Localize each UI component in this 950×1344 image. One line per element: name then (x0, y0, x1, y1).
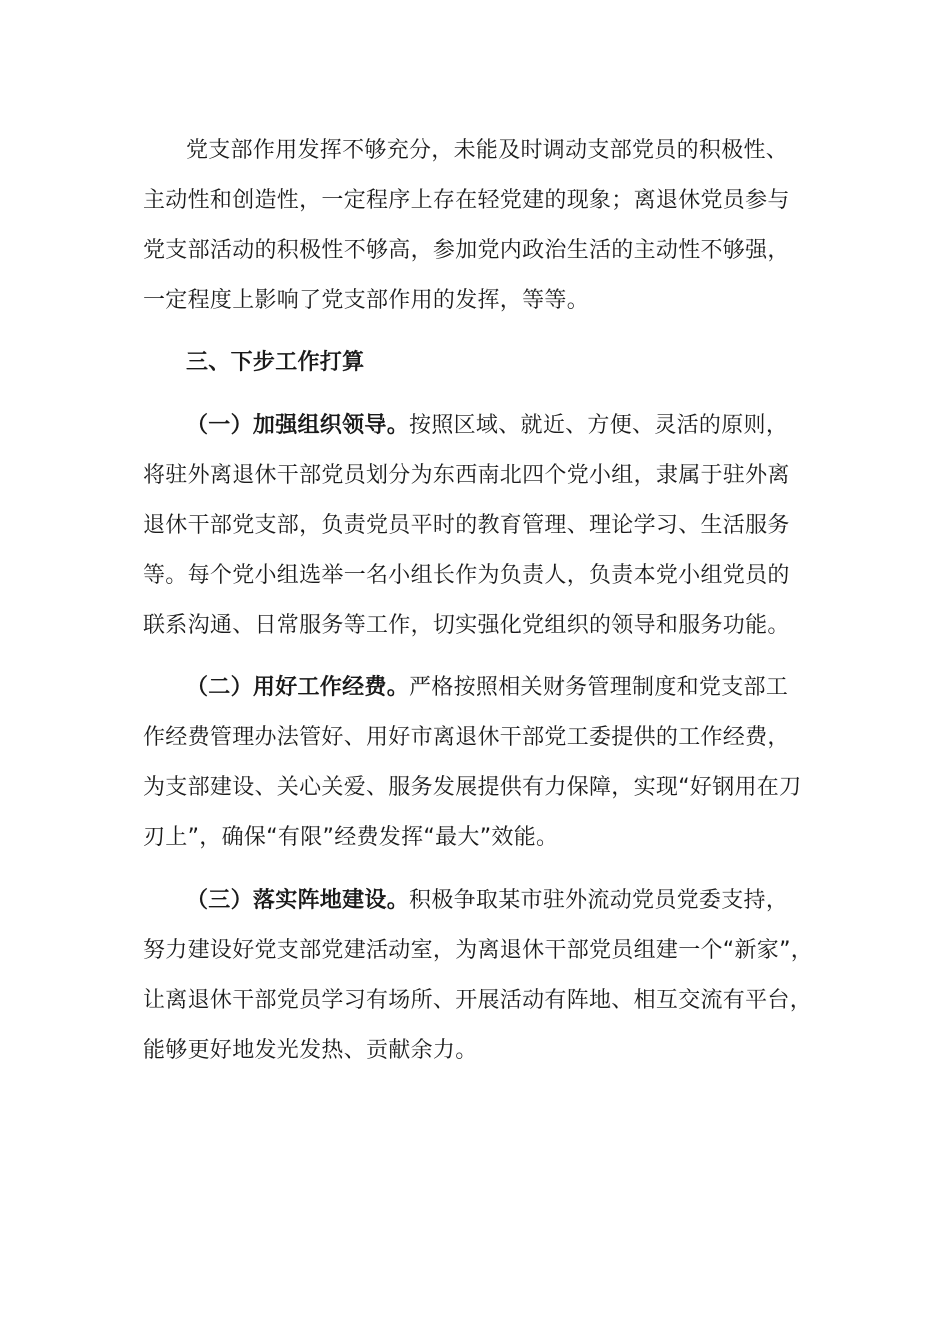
paragraph-4-title: （三）落实阵地建设。 (186, 888, 410, 913)
paragraph-2-title: （一）加强组织领导。 (186, 413, 410, 438)
paragraph-2-first-rest: 按照区域、就近、方便、灵活的原则， (409, 413, 789, 438)
paragraph-2-line-3: 退休干部党支部，负责党员平时的教育管理、理论学习、生活服务 (143, 513, 790, 538)
paragraph-3-line-3: 为支部建设、关心关爱、服务发展提供有力保障，实现“好钢用在刀 (143, 775, 802, 800)
paragraph-3-first-rest: 严格按照相关财务管理制度和党支部工 (409, 675, 789, 700)
paragraph-1-line-2: 主动性和创造性，一定程序上存在轻党建的现象；离退休党员参与 (143, 188, 790, 213)
paragraph-2-line-5: 联系沟通、日常服务等工作，切实强化党组织的领导和服务功能。 (143, 613, 790, 638)
paragraph-4-line-4: 能够更好地发光发热、贡献余力。 (143, 1038, 478, 1063)
paragraph-4-line-3: 让离退休干部党员学习有场所、开展活动有阵地、相互交流有平台， (143, 988, 813, 1013)
paragraph-2-line-1 (186, 401, 788, 451)
paragraph-4-first-rest: 积极争取某市驻外流动党员党委支持， (409, 888, 789, 913)
paragraph-4-line-2: 努力建设好党支部党建活动室，为离退休干部党员组建一个“新家”， (143, 938, 814, 963)
paragraph-1-line-1: 党支部作用发挥不够充分，未能及时调动支部党员的积极性、 (186, 138, 789, 163)
paragraph-4-line-1 (186, 876, 788, 926)
paragraph-1-line-3: 党支部活动的积极性不够高，参加党内政治生活的主动性不够强， (143, 238, 790, 263)
paragraph-1-line-4: 一定程度上影响了党支部作用的发挥，等等。 (143, 288, 590, 313)
paragraph-2-line-2: 将驻外离退休干部党员划分为东西南北四个党小组，隶属于驻外离 (143, 463, 790, 488)
section-heading: 三、下步工作打算 (186, 350, 365, 375)
paragraph-3-line-2: 作经费管理办法管好、用好市离退休干部党工委提供的工作经费， (143, 725, 790, 750)
paragraph-3-line-1 (186, 663, 788, 713)
paragraph-2-line-4: 等。每个党小组选举一名小组长作为负责人，负责本党小组党员的 (143, 563, 790, 588)
paragraph-3-title: （二）用好工作经费。 (186, 675, 410, 700)
paragraph-3-line-4: 刃上”，确保“有限”经费发挥“最大”效能。 (143, 825, 559, 850)
